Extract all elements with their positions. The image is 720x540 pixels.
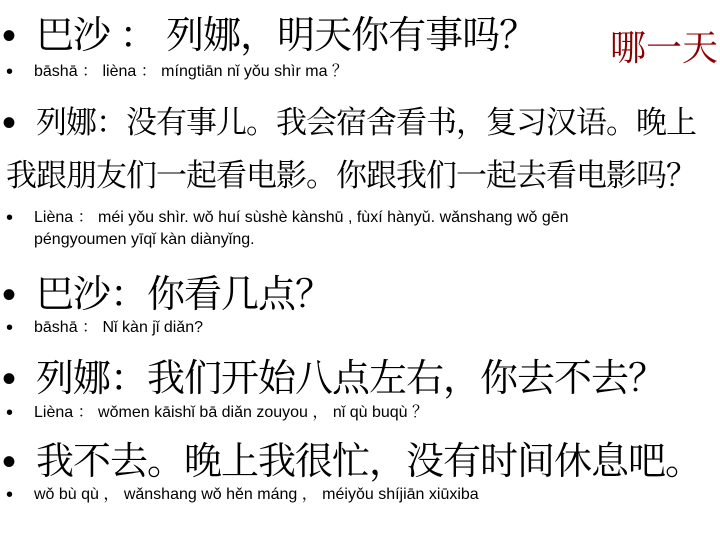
pinyin-text: Lièna ： wǒmen kāishǐ bā diǎn zouyou ， nǐ qù buqù ？ (34, 404, 429, 421)
bullet-icon: • (6, 484, 14, 506)
corner-title: 哪一天 (610, 27, 719, 68)
bullet-icon: • (2, 440, 17, 484)
bullet-icon: • (6, 317, 14, 339)
hanzi-text: 列娜：我们开始八点左右，你去不去？ (36, 358, 666, 400)
hanzi-text: 巴沙 ： 列娜，明天你有事吗？ (36, 15, 537, 57)
hanzi-text: 巴沙：你看几点？ (36, 274, 333, 316)
hanzi-text: 列娜：没有事儿。我会宿舍看书，复习汉语。晚上 (36, 105, 696, 140)
hanzi-text: 我不去。晚上我很忙，没有时间休息吧。 (36, 441, 703, 483)
bullet-icon: • (2, 14, 17, 58)
bullet-icon: • (6, 61, 14, 83)
bullet-icon: • (2, 101, 17, 145)
hanzi-text: 我跟朋友们一起看电影。你跟我们一起去看电影吗？ (6, 158, 696, 193)
pinyin-text: wǒ bù qù ， wǎnshang wǒ hěn máng ， méiyǒu shíjiān xiūxiba (34, 486, 479, 503)
bullet-icon: • (6, 402, 14, 424)
bullet-icon: • (2, 273, 17, 317)
pinyin-text: bāshā ： Nǐ kàn jǐ diǎn? (34, 319, 203, 336)
pinyin-text: péngyoumen yīqǐ kàn diànyǐng. (34, 231, 255, 248)
bullet-icon: • (2, 357, 17, 401)
bullet-icon: • (6, 207, 14, 229)
pinyin-text: bāshā ： lièna ： míngtiān nǐ yǒu shìr ma ？ (34, 63, 348, 80)
pinyin-text: Lièna ： méi yǒu shìr. wǒ huí sùshè kànshū , fùxí hànyǔ. wǎnshang wǒ gēn (34, 209, 569, 226)
